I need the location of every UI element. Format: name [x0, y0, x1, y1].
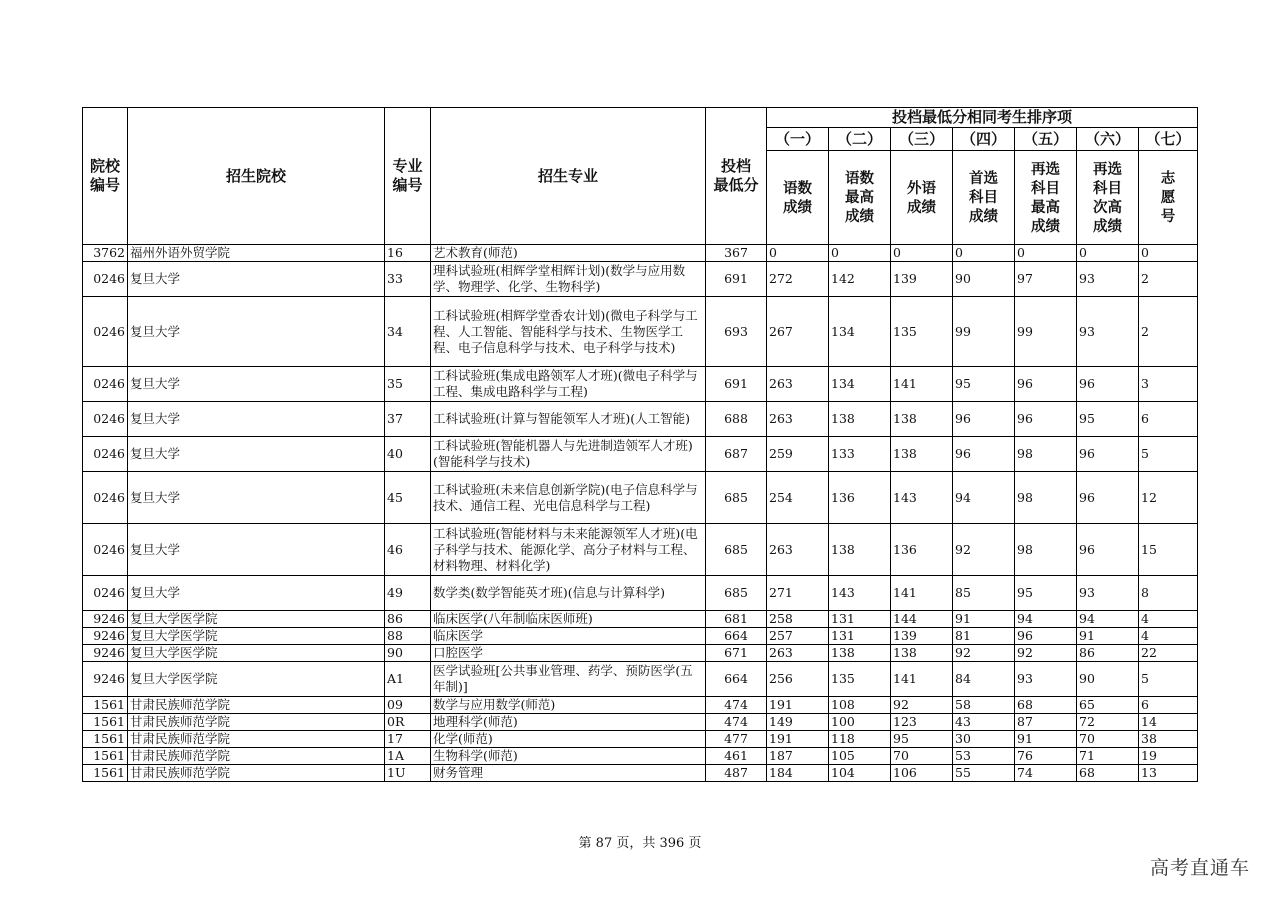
school-code-cell: 0246 — [83, 472, 128, 524]
table-row — [83, 628, 1198, 645]
tiebreak-1-cell: 263 — [767, 402, 829, 437]
major-name-cell: 临床医学(八年制临床医师班) — [431, 611, 706, 628]
header-tiebreak-item-3: 外语 成绩 — [891, 151, 953, 245]
header-tiebreak-order-2: （二） — [829, 128, 891, 151]
tiebreak-6-cell: 90 — [1077, 662, 1139, 697]
header-tiebreak-item-2: 语数 最高 成绩 — [829, 151, 891, 245]
tiebreak-3-cell: 70 — [891, 748, 953, 765]
tiebreak-6-cell: 94 — [1077, 611, 1139, 628]
table-row — [83, 576, 1198, 611]
table-row — [83, 367, 1198, 402]
tiebreak-7-cell: 2 — [1139, 262, 1198, 297]
tiebreak-1-cell: 256 — [767, 662, 829, 697]
tiebreak-2-cell: 138 — [829, 524, 891, 576]
tiebreak-1-cell: 263 — [767, 367, 829, 402]
tiebreak-4-cell: 58 — [953, 697, 1015, 714]
tiebreak-1-cell: 259 — [767, 437, 829, 472]
tiebreak-2-cell: 104 — [829, 765, 891, 782]
major-name-cell: 医学试验班[公共事业管理、药学、预防医学(五年制)] — [431, 662, 706, 697]
school-name-cell: 复旦大学医学院 — [128, 628, 385, 645]
tiebreak-7-cell: 13 — [1139, 765, 1198, 782]
tiebreak-7-cell: 3 — [1139, 367, 1198, 402]
school-name-cell: 复旦大学医学院 — [128, 645, 385, 662]
major-name-cell: 口腔医学 — [431, 645, 706, 662]
header-major-code — [385, 108, 431, 245]
tiebreak-3-cell: 138 — [891, 645, 953, 662]
header-school-name — [128, 108, 385, 245]
major-name-cell: 艺术教育(师范) — [431, 245, 706, 262]
tiebreak-6-cell: 71 — [1077, 748, 1139, 765]
min-score-cell: 477 — [706, 731, 767, 748]
tiebreak-5-cell: 74 — [1015, 765, 1077, 782]
major-code-cell: 37 — [385, 402, 431, 437]
min-score-cell: 685 — [706, 524, 767, 576]
major-code-cell: 88 — [385, 628, 431, 645]
tiebreak-2-cell: 118 — [829, 731, 891, 748]
school-code-cell: 3762 — [83, 245, 128, 262]
tiebreak-5-cell: 98 — [1015, 472, 1077, 524]
tiebreak-6-cell: 96 — [1077, 472, 1139, 524]
header-tiebreak-order-5: （五） — [1015, 128, 1077, 151]
tiebreak-2-cell: 0 — [829, 245, 891, 262]
header-school-code — [83, 108, 128, 245]
tiebreak-5-cell: 92 — [1015, 645, 1077, 662]
tiebreak-6-cell: 70 — [1077, 731, 1139, 748]
tiebreak-6-cell: 93 — [1077, 576, 1139, 611]
min-score-cell: 487 — [706, 765, 767, 782]
tiebreak-2-cell: 105 — [829, 748, 891, 765]
tiebreak-4-cell: 92 — [953, 524, 1015, 576]
major-name-cell: 工科试验班(计算与智能领军人才班)(人工智能) — [431, 402, 706, 437]
tiebreak-2-cell: 108 — [829, 697, 891, 714]
tiebreak-5-cell: 87 — [1015, 714, 1077, 731]
header-major-name-text: 招生专业 — [537, 166, 598, 185]
header-school-name-text: 招生院校 — [225, 166, 286, 185]
tiebreak-1-cell: 272 — [767, 262, 829, 297]
school-code-cell: 1561 — [83, 731, 128, 748]
school-name-cell: 甘肃民族师范学院 — [128, 714, 385, 731]
tiebreak-3-cell: 136 — [891, 524, 953, 576]
header-tiebreak-item-4: 首选 科目 成绩 — [953, 151, 1015, 245]
tiebreak-1-cell: 267 — [767, 297, 829, 367]
min-score-cell: 685 — [706, 472, 767, 524]
major-name-cell: 理科试验班(相辉学堂相辉计划)(数学与应用数学、物理学、化学、生物科学) — [431, 262, 706, 297]
tiebreak-2-cell: 100 — [829, 714, 891, 731]
tiebreak-5-cell: 93 — [1015, 662, 1077, 697]
header-major-code-text: 专业 编号 — [392, 157, 423, 194]
header-tiebreak-order-3: （三） — [891, 128, 953, 151]
tiebreak-4-cell: 96 — [953, 437, 1015, 472]
tiebreak-5-cell: 98 — [1015, 437, 1077, 472]
tiebreak-5-cell: 95 — [1015, 576, 1077, 611]
tiebreak-3-cell: 141 — [891, 367, 953, 402]
major-code-cell: 33 — [385, 262, 431, 297]
tiebreak-3-cell: 123 — [891, 714, 953, 731]
major-name-cell: 工科试验班(智能机器人与先进制造领军人才班)(智能科学与技术) — [431, 437, 706, 472]
tiebreak-5-cell: 0 — [1015, 245, 1077, 262]
tiebreak-6-cell: 96 — [1077, 437, 1139, 472]
table-row — [83, 245, 1198, 262]
major-code-cell: 17 — [385, 731, 431, 748]
school-name-cell: 甘肃民族师范学院 — [128, 697, 385, 714]
tiebreak-3-cell: 135 — [891, 297, 953, 367]
table-row — [83, 611, 1198, 628]
tiebreak-6-cell: 86 — [1077, 645, 1139, 662]
major-name-cell: 工科试验班(智能材料与未来能源领军人才班)(电子科学与技术、能源化学、高分子材料与工程、材料物理、材料化学) — [431, 524, 706, 576]
min-score-cell: 687 — [706, 437, 767, 472]
school-name-cell: 复旦大学 — [128, 367, 385, 402]
tiebreak-7-cell: 6 — [1139, 697, 1198, 714]
table-row — [83, 472, 1198, 524]
tiebreak-6-cell: 68 — [1077, 765, 1139, 782]
school-name-cell: 复旦大学 — [128, 402, 385, 437]
tiebreak-2-cell: 131 — [829, 611, 891, 628]
school-name-cell: 福州外语外贸学院 — [128, 245, 385, 262]
school-name-cell: 复旦大学 — [128, 524, 385, 576]
school-name-cell: 复旦大学 — [128, 576, 385, 611]
major-name-cell: 工科试验班(未来信息创新学院)(电子信息科学与技术、通信工程、光电信息科学与工程) — [431, 472, 706, 524]
header-tiebreak-order-7: （七） — [1139, 128, 1198, 151]
school-name-cell: 甘肃民族师范学院 — [128, 765, 385, 782]
school-code-cell: 0246 — [83, 524, 128, 576]
tiebreak-7-cell: 15 — [1139, 524, 1198, 576]
tiebreak-7-cell: 6 — [1139, 402, 1198, 437]
tiebreak-4-cell: 99 — [953, 297, 1015, 367]
table-row — [83, 402, 1198, 437]
min-score-cell: 664 — [706, 628, 767, 645]
tiebreak-4-cell: 91 — [953, 611, 1015, 628]
min-score-cell: 664 — [706, 662, 767, 697]
major-code-cell: 49 — [385, 576, 431, 611]
tiebreak-1-cell: 0 — [767, 245, 829, 262]
major-name-cell: 化学(师范) — [431, 731, 706, 748]
tiebreak-4-cell: 84 — [953, 662, 1015, 697]
tiebreak-7-cell: 2 — [1139, 297, 1198, 367]
tiebreak-1-cell: 184 — [767, 765, 829, 782]
school-code-cell: 9246 — [83, 662, 128, 697]
tiebreak-7-cell: 0 — [1139, 245, 1198, 262]
school-code-cell: 9246 — [83, 628, 128, 645]
tiebreak-5-cell: 76 — [1015, 748, 1077, 765]
tiebreak-1-cell: 257 — [767, 628, 829, 645]
tiebreak-6-cell: 65 — [1077, 697, 1139, 714]
tiebreak-7-cell: 5 — [1139, 662, 1198, 697]
tiebreak-1-cell: 263 — [767, 524, 829, 576]
tiebreak-4-cell: 30 — [953, 731, 1015, 748]
tiebreak-2-cell: 133 — [829, 437, 891, 472]
major-code-cell: 40 — [385, 437, 431, 472]
tiebreak-2-cell: 138 — [829, 645, 891, 662]
major-name-cell: 财务管理 — [431, 765, 706, 782]
header-tiebreak-order-6: （六） — [1077, 128, 1139, 151]
header-school-code-text: 院校 编号 — [89, 157, 120, 194]
tiebreak-6-cell: 91 — [1077, 628, 1139, 645]
school-name-cell: 复旦大学 — [128, 262, 385, 297]
school-code-cell: 0246 — [83, 576, 128, 611]
table-row — [83, 297, 1198, 367]
tiebreak-6-cell: 93 — [1077, 297, 1139, 367]
tiebreak-5-cell: 97 — [1015, 262, 1077, 297]
tiebreak-3-cell: 143 — [891, 472, 953, 524]
tiebreak-3-cell: 106 — [891, 765, 953, 782]
min-score-cell: 691 — [706, 262, 767, 297]
school-code-cell: 1561 — [83, 714, 128, 731]
major-code-cell: 09 — [385, 697, 431, 714]
major-name-cell: 工科试验班(集成电路领军人才班)(微电子科学与工程、集成电路科学与工程) — [431, 367, 706, 402]
table-row — [83, 731, 1198, 748]
tiebreak-6-cell: 95 — [1077, 402, 1139, 437]
tiebreak-5-cell: 96 — [1015, 628, 1077, 645]
major-code-cell: 1A — [385, 748, 431, 765]
tiebreak-3-cell: 0 — [891, 245, 953, 262]
header-tiebreak-item-6: 再选 科目 次高 成绩 — [1077, 151, 1139, 245]
tiebreak-5-cell: 91 — [1015, 731, 1077, 748]
header-tiebreak-item-5: 再选 科目 最高 成绩 — [1015, 151, 1077, 245]
tiebreak-4-cell: 55 — [953, 765, 1015, 782]
tiebreak-4-cell: 92 — [953, 645, 1015, 662]
major-name-cell: 地理科学(师范) — [431, 714, 706, 731]
tiebreak-4-cell: 53 — [953, 748, 1015, 765]
major-name-cell: 数学与应用数学(师范) — [431, 697, 706, 714]
tiebreak-7-cell: 12 — [1139, 472, 1198, 524]
tiebreak-3-cell: 144 — [891, 611, 953, 628]
tiebreak-3-cell: 141 — [891, 576, 953, 611]
tiebreak-4-cell: 94 — [953, 472, 1015, 524]
major-name-cell: 数学类(数学智能英才班)(信息与计算科学) — [431, 576, 706, 611]
school-code-cell: 1561 — [83, 765, 128, 782]
header-min-score-text: 投档 最低分 — [713, 157, 759, 194]
min-score-cell: 474 — [706, 714, 767, 731]
school-code-cell: 0246 — [83, 262, 128, 297]
tiebreak-7-cell: 4 — [1139, 628, 1198, 645]
admission-score-table — [82, 107, 1198, 782]
major-code-cell: 46 — [385, 524, 431, 576]
min-score-cell: 693 — [706, 297, 767, 367]
table-body — [83, 245, 1198, 782]
header-tiebreak-order-4: （四） — [953, 128, 1015, 151]
major-code-cell: 45 — [385, 472, 431, 524]
school-code-cell: 0246 — [83, 297, 128, 367]
header-tiebreak-item-7: 志 愿 号 — [1139, 151, 1198, 245]
tiebreak-7-cell: 4 — [1139, 611, 1198, 628]
tiebreak-4-cell: 90 — [953, 262, 1015, 297]
header-major-name — [431, 108, 706, 245]
major-name-cell: 生物科学(师范) — [431, 748, 706, 765]
min-score-cell: 681 — [706, 611, 767, 628]
tiebreak-2-cell: 131 — [829, 628, 891, 645]
tiebreak-7-cell: 14 — [1139, 714, 1198, 731]
school-code-cell: 0246 — [83, 437, 128, 472]
watermark: 高考直通车 — [1149, 857, 1250, 879]
tiebreak-6-cell: 96 — [1077, 367, 1139, 402]
school-code-cell: 0246 — [83, 402, 128, 437]
table-row — [83, 697, 1198, 714]
tiebreak-5-cell: 98 — [1015, 524, 1077, 576]
tiebreak-2-cell: 138 — [829, 402, 891, 437]
major-name-cell: 工科试验班(相辉学堂香农计划)(微电子科学与工程、人工智能、智能科学与技术、生物医学工程、电子信息科学与技术、电子科学与技术) — [431, 297, 706, 367]
min-score-cell: 691 — [706, 367, 767, 402]
table-row — [83, 437, 1198, 472]
page-footer: 第 87 页，共 396 页 — [578, 836, 702, 851]
tiebreak-5-cell: 96 — [1015, 402, 1077, 437]
tiebreak-2-cell: 135 — [829, 662, 891, 697]
tiebreak-5-cell: 96 — [1015, 367, 1077, 402]
header-tiebreak-item-1: 语数 成绩 — [767, 151, 829, 245]
tiebreak-2-cell: 136 — [829, 472, 891, 524]
major-code-cell: 16 — [385, 245, 431, 262]
tiebreak-7-cell: 8 — [1139, 576, 1198, 611]
tiebreak-3-cell: 138 — [891, 402, 953, 437]
tiebreak-3-cell: 92 — [891, 697, 953, 714]
school-name-cell: 复旦大学 — [128, 472, 385, 524]
tiebreak-7-cell: 5 — [1139, 437, 1198, 472]
major-code-cell: 34 — [385, 297, 431, 367]
tiebreak-5-cell: 68 — [1015, 697, 1077, 714]
min-score-cell: 367 — [706, 245, 767, 262]
tiebreak-4-cell: 0 — [953, 245, 1015, 262]
min-score-cell: 688 — [706, 402, 767, 437]
tiebreak-2-cell: 134 — [829, 297, 891, 367]
tiebreak-6-cell: 0 — [1077, 245, 1139, 262]
tiebreak-1-cell: 258 — [767, 611, 829, 628]
tiebreak-3-cell: 139 — [891, 262, 953, 297]
school-code-cell: 1561 — [83, 697, 128, 714]
table-row — [83, 714, 1198, 731]
tiebreak-3-cell: 139 — [891, 628, 953, 645]
major-code-cell: 0R — [385, 714, 431, 731]
tiebreak-3-cell: 141 — [891, 662, 953, 697]
school-code-cell: 9246 — [83, 611, 128, 628]
school-name-cell: 甘肃民族师范学院 — [128, 731, 385, 748]
major-code-cell: 90 — [385, 645, 431, 662]
school-code-cell: 0246 — [83, 367, 128, 402]
major-code-cell: A1 — [385, 662, 431, 697]
tiebreak-6-cell: 72 — [1077, 714, 1139, 731]
min-score-cell: 461 — [706, 748, 767, 765]
header-tiebreak-title: 投档最低分相同考生排序项 — [767, 108, 1198, 128]
major-name-cell: 临床医学 — [431, 628, 706, 645]
table-row — [83, 645, 1198, 662]
school-name-cell: 复旦大学 — [128, 297, 385, 367]
tiebreak-1-cell: 271 — [767, 576, 829, 611]
tiebreak-7-cell: 38 — [1139, 731, 1198, 748]
school-code-cell: 9246 — [83, 645, 128, 662]
header-min-score — [706, 108, 767, 245]
school-name-cell: 甘肃民族师范学院 — [128, 748, 385, 765]
tiebreak-5-cell: 94 — [1015, 611, 1077, 628]
tiebreak-4-cell: 81 — [953, 628, 1015, 645]
tiebreak-6-cell: 93 — [1077, 262, 1139, 297]
major-code-cell: 1U — [385, 765, 431, 782]
table-row — [83, 765, 1198, 782]
tiebreak-4-cell: 43 — [953, 714, 1015, 731]
table-row — [83, 262, 1198, 297]
table-row — [83, 662, 1198, 697]
tiebreak-5-cell: 99 — [1015, 297, 1077, 367]
table-row — [83, 524, 1198, 576]
school-name-cell: 复旦大学 — [128, 437, 385, 472]
tiebreak-2-cell: 134 — [829, 367, 891, 402]
school-code-cell: 1561 — [83, 748, 128, 765]
major-code-cell: 35 — [385, 367, 431, 402]
tiebreak-2-cell: 143 — [829, 576, 891, 611]
school-name-cell: 复旦大学医学院 — [128, 662, 385, 697]
table-row — [83, 748, 1198, 765]
tiebreak-1-cell: 187 — [767, 748, 829, 765]
tiebreak-7-cell: 19 — [1139, 748, 1198, 765]
tiebreak-1-cell: 191 — [767, 731, 829, 748]
tiebreak-1-cell: 191 — [767, 697, 829, 714]
tiebreak-1-cell: 263 — [767, 645, 829, 662]
tiebreak-3-cell: 138 — [891, 437, 953, 472]
tiebreak-4-cell: 85 — [953, 576, 1015, 611]
min-score-cell: 671 — [706, 645, 767, 662]
major-code-cell: 86 — [385, 611, 431, 628]
school-name-cell: 复旦大学医学院 — [128, 611, 385, 628]
tiebreak-3-cell: 95 — [891, 731, 953, 748]
tiebreak-7-cell: 22 — [1139, 645, 1198, 662]
tiebreak-1-cell: 254 — [767, 472, 829, 524]
tiebreak-4-cell: 95 — [953, 367, 1015, 402]
tiebreak-2-cell: 142 — [829, 262, 891, 297]
min-score-cell: 474 — [706, 697, 767, 714]
tiebreak-4-cell: 96 — [953, 402, 1015, 437]
tiebreak-1-cell: 149 — [767, 714, 829, 731]
tiebreak-6-cell: 96 — [1077, 524, 1139, 576]
min-score-cell: 685 — [706, 576, 767, 611]
header-tiebreak-order-1: （一） — [767, 128, 829, 151]
